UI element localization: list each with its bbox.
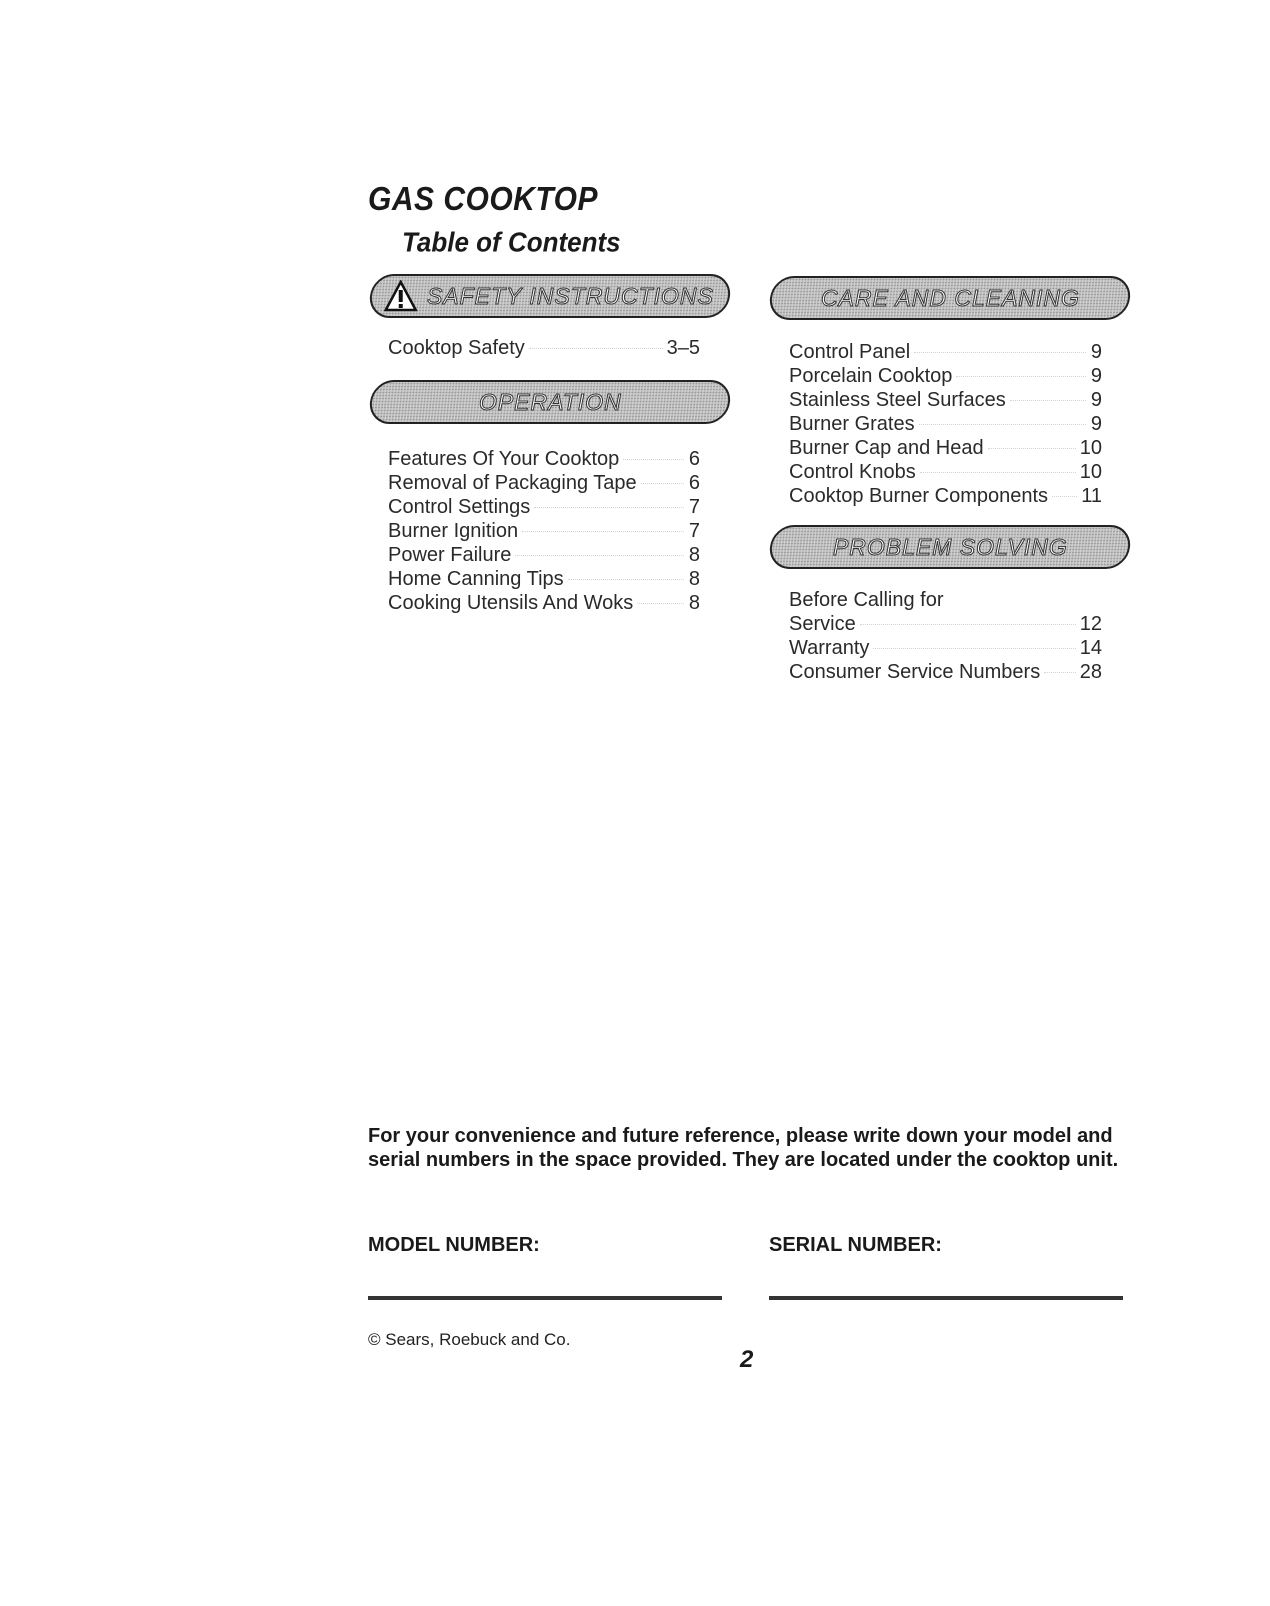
- serial-number-label: SERIAL NUMBER:: [769, 1234, 942, 1256]
- toc-item-title: Service: [789, 613, 856, 635]
- toc-item-title: Burner Ignition: [388, 520, 519, 542]
- toc-item-page: 14: [1079, 637, 1102, 659]
- care-and-cleaning-banner: [768, 276, 1133, 320]
- problem-solving-banner: [768, 525, 1133, 569]
- model-number-line[interactable]: [368, 1296, 722, 1300]
- toc-item[interactable]: [789, 412, 1102, 436]
- toc-item[interactable]: [789, 636, 1102, 660]
- leader-dots: [522, 530, 684, 532]
- toc-item-title: Cooktop Safety: [388, 337, 525, 359]
- toc-item-page: 7: [688, 496, 700, 518]
- toc-item-title: Control Settings: [388, 496, 531, 518]
- toc-item[interactable]: [388, 495, 700, 519]
- toc-item-title: Burner Cap and Head: [789, 437, 984, 459]
- toc-item-page: 6: [688, 448, 700, 470]
- operation-banner: [368, 380, 733, 424]
- toc-item-title: Stainless Steel Surfaces: [789, 389, 1006, 411]
- toc-item-title: Removal of Packaging Tape: [388, 472, 637, 494]
- toc-item-page: 9: [1090, 365, 1102, 387]
- leader-dots: [873, 647, 1075, 649]
- leader-dots: [534, 506, 684, 508]
- toc-item-page: 8: [688, 544, 700, 566]
- toc-item-page: 12: [1079, 613, 1102, 635]
- toc-item-page: 11: [1081, 485, 1102, 507]
- leader-dots: [623, 458, 684, 460]
- toc-item-title: Home Canning Tips: [388, 568, 564, 590]
- toc-item-title: Warranty: [789, 637, 870, 659]
- problem-toc-list: [789, 588, 1102, 684]
- toc-item[interactable]: [789, 436, 1102, 460]
- operation-toc-list: [388, 447, 700, 615]
- model-number-label: MODEL NUMBER:: [368, 1234, 540, 1256]
- leader-dots: [1044, 671, 1076, 673]
- leader-dots: [1010, 399, 1086, 401]
- operation-heading: OPERATION: [478, 388, 622, 415]
- leader-dots: [988, 447, 1076, 449]
- toc-item[interactable]: [789, 340, 1102, 364]
- warning-triangle-icon: [384, 280, 418, 317]
- safety-instructions-banner: [368, 274, 733, 318]
- toc-item-page: 9: [1090, 341, 1102, 363]
- toc-item-page: 6: [688, 472, 700, 494]
- toc-item-page: 28: [1079, 661, 1102, 683]
- model-serial-note: For your convenience and future reference, please write down your model and serial numbers in the space provided. They are located under the cooktop unit.: [368, 1125, 1119, 1171]
- toc-item-title: Control Knobs: [789, 461, 916, 483]
- toc-item-title: Before Calling for: [789, 589, 944, 611]
- leader-dots: [637, 602, 684, 604]
- document-title: GAS COOKTOP: [368, 181, 598, 218]
- leader-dots: [515, 554, 684, 556]
- toc-item[interactable]: [789, 660, 1102, 684]
- toc-item[interactable]: [789, 588, 1102, 612]
- safety-instructions-heading: SAFETY INSTRUCTIONS: [426, 282, 714, 309]
- toc-item[interactable]: [789, 364, 1102, 388]
- toc-item-title: Control Panel: [789, 341, 911, 363]
- leader-dots: [919, 423, 1086, 425]
- leader-dots: [920, 471, 1076, 473]
- leader-dots: [529, 347, 663, 349]
- toc-item-page: 8: [688, 568, 700, 590]
- leader-dots: [860, 623, 1076, 625]
- leader-dots: [568, 578, 684, 580]
- serial-number-line[interactable]: [769, 1296, 1123, 1300]
- leader-dots: [956, 375, 1086, 377]
- copyright-notice: © Sears, Roebuck and Co.: [368, 1330, 571, 1349]
- toc-item[interactable]: [789, 484, 1102, 508]
- page-number: 2: [740, 1346, 754, 1373]
- toc-item-title: Power Failure: [388, 544, 512, 566]
- toc-item-title: Cooktop Burner Components: [789, 485, 1049, 507]
- toc-item[interactable]: [388, 471, 700, 495]
- safety-toc-list: [388, 336, 700, 360]
- toc-item-page: 9: [1090, 413, 1102, 435]
- toc-item-page: 9: [1090, 389, 1102, 411]
- toc-item[interactable]: [388, 519, 700, 543]
- care-and-cleaning-heading: CARE AND CLEANING: [820, 284, 1080, 311]
- toc-item[interactable]: [789, 460, 1102, 484]
- care-toc-list: [789, 340, 1102, 508]
- toc-item-title: Cooking Utensils And Woks: [388, 592, 634, 614]
- toc-item[interactable]: [388, 447, 700, 471]
- toc-item-title: Consumer Service Numbers: [789, 661, 1041, 683]
- toc-item[interactable]: [388, 543, 700, 567]
- toc-item-page: 10: [1079, 437, 1102, 459]
- toc-item-page: 8: [688, 592, 700, 614]
- document-subtitle: Table of Contents: [402, 226, 621, 258]
- leader-dots: [1052, 495, 1077, 497]
- toc-item-title: Porcelain Cooktop: [789, 365, 953, 387]
- toc-item[interactable]: [388, 567, 700, 591]
- leader-dots: [914, 351, 1086, 353]
- toc-item-page: 10: [1079, 461, 1102, 483]
- leader-dots: [641, 482, 684, 484]
- toc-item[interactable]: [388, 336, 700, 360]
- toc-item[interactable]: [789, 388, 1102, 412]
- problem-solving-heading: PROBLEM SOLVING: [832, 533, 1068, 560]
- toc-item-title: Features Of Your Cooktop: [388, 448, 620, 470]
- toc-item-title: Burner Grates: [789, 413, 915, 435]
- toc-item-page: 7: [688, 520, 700, 542]
- toc-item[interactable]: [789, 612, 1102, 636]
- toc-item-page: 3–5: [666, 337, 700, 359]
- toc-item[interactable]: [388, 591, 700, 615]
